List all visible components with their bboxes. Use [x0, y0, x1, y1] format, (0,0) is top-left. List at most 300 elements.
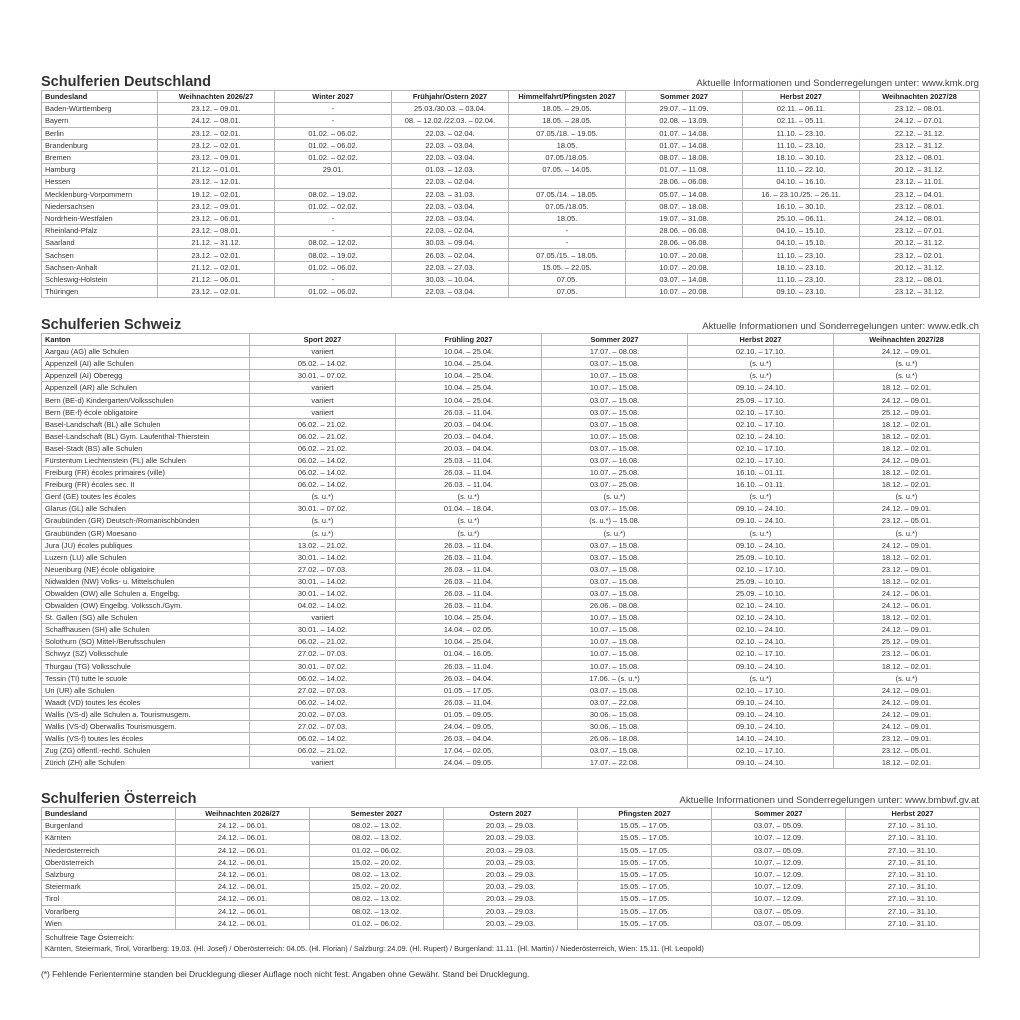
holiday-dates: 24.12. – 06.01. [176, 844, 310, 856]
holiday-dates: 21.12. – 02.01. [158, 261, 275, 273]
holiday-dates: 10.04. – 25.04. [396, 358, 542, 370]
holiday-dates: 18.05. – 29.05. [509, 103, 626, 115]
holiday-dates: 27.02. – 07.03. [250, 721, 396, 733]
holiday-dates: 15.05. – 17.05. [578, 893, 712, 905]
holiday-dates: 06.02. – 21.02. [250, 636, 396, 648]
holiday-dates: 24.12. – 06.01. [176, 893, 310, 905]
germany-info-link: Aktuelle Informationen und Sonderregelungen unter: www.kmk.org [696, 78, 979, 89]
germany-column-header: Weihnachten 2026/27 [158, 91, 275, 103]
switzerland-column-header: Sport 2027 [250, 334, 396, 346]
holiday-dates: (s. u.*) [688, 370, 834, 382]
region-name: Appenzell (AI) Oberegg [42, 370, 250, 382]
holiday-dates: (s. u.*) [688, 527, 834, 539]
holiday-dates: 15.05. – 17.05. [578, 917, 712, 929]
germany-column-header: Herbst 2027 [743, 91, 860, 103]
holiday-dates: 08.02. – 19.02. [275, 188, 392, 200]
holiday-dates: 08.02. – 13.02. [310, 905, 444, 917]
holiday-dates: 20.03. – 29.03. [444, 820, 578, 832]
holiday-dates: 20.03. – 29.03. [444, 844, 578, 856]
austria-note-row [42, 929, 980, 957]
holiday-dates: 08.07. – 18.08. [626, 151, 743, 163]
holiday-dates: 24.12. – 08.01. [860, 212, 980, 224]
holiday-dates: 20.03. – 04.04. [396, 418, 542, 430]
germany-table [41, 90, 980, 298]
table-row [42, 905, 980, 917]
holiday-dates: 01.02. – 06.02. [275, 127, 392, 139]
holiday-dates: 26.06. – 08.08. [542, 600, 688, 612]
austria-note [42, 929, 980, 957]
holiday-dates: 03.07. – 15.08. [542, 418, 688, 430]
table-row [42, 551, 980, 563]
holiday-dates: 27.02. – 07.03. [250, 563, 396, 575]
holiday-dates: 23.12. – 06.01. [834, 648, 980, 660]
holiday-dates: 01.05. – 17.05. [396, 684, 542, 696]
holiday-dates: 29.01. [275, 164, 392, 176]
holiday-dates: 06.02. – 14.02. [250, 479, 396, 491]
holiday-dates: 18.05. – 28.05. [509, 115, 626, 127]
holiday-dates: 22.03. – 27.03. [392, 261, 509, 273]
region-name: Zürich (ZH) alle Schulen [42, 757, 250, 769]
switzerland-header [41, 315, 979, 333]
table-row [42, 103, 980, 115]
holiday-dates: 24.12. – 06.01. [176, 820, 310, 832]
germany-section [41, 72, 979, 298]
holiday-dates: 23.12. – 09.01. [834, 733, 980, 745]
holiday-dates: variiert [250, 394, 396, 406]
holiday-dates: 24.12. – 06.01. [176, 881, 310, 893]
holiday-dates: 01.07. – 14.08. [626, 139, 743, 151]
table-row [42, 212, 980, 224]
holiday-dates: 27.10. – 31.10. [846, 856, 980, 868]
table-row [42, 418, 980, 430]
holiday-dates: 03.07. – 15.08. [542, 551, 688, 563]
region-name: Wien [42, 917, 176, 929]
holiday-dates: 10.07. – 15.08. [542, 612, 688, 624]
holiday-dates: 24.12. – 06.01. [176, 917, 310, 929]
austria-column-header: Semester 2027 [310, 808, 444, 820]
holiday-dates: 26.03. – 04.04. [396, 733, 542, 745]
holiday-dates: 20.03. – 29.03. [444, 917, 578, 929]
holiday-dates: 23.12. – 09.01. [158, 200, 275, 212]
germany-column-header: Weihnachten 2027/28 [860, 91, 980, 103]
holiday-dates: 24.12. – 07.01. [860, 115, 980, 127]
holiday-dates: 24.12. – 09.01. [834, 684, 980, 696]
austria-header [41, 789, 979, 807]
holiday-dates: 02.10. – 24.10. [688, 612, 834, 624]
holiday-dates: 24.12. – 06.01. [834, 600, 980, 612]
holiday-dates: 10.04. – 25.04. [396, 394, 542, 406]
region-name: St. Gallen (SG) alle Schulen [42, 612, 250, 624]
table-row [42, 917, 980, 929]
austria-section [41, 789, 979, 958]
holiday-dates: - [275, 103, 392, 115]
table-row [42, 454, 980, 466]
holiday-dates: 01.05. – 09.05. [396, 708, 542, 720]
holiday-dates: 03.07. – 15.08. [542, 406, 688, 418]
table-row [42, 249, 980, 261]
holiday-dates: 27.10. – 31.10. [846, 893, 980, 905]
holiday-dates: 08.02. – 13.02. [310, 832, 444, 844]
holiday-dates: 14.04. – 02.05. [396, 624, 542, 636]
holiday-dates: 09.10. – 24.10. [688, 660, 834, 672]
table-row [42, 820, 980, 832]
holiday-dates: 03.07. – 15.08. [542, 684, 688, 696]
austria-note-text: Kärnten, Steiermark, Tirol, Vorarlberg: 19.03. (Hl. Josef) / Oberösterreich: 04.05. (Hl. Florian) / Salzburg: 24.09. (Hl. Rupert) / Burgenland: 11.11. (Hl. Martin) / Niederösterreich, Wien: 15.11. (Hl. Leopold) [45, 943, 704, 953]
holiday-dates: 03.07. – 15.08. [542, 563, 688, 575]
region-name: Tessin (TI) tutte le scuole [42, 672, 250, 684]
region-name: Aargau (AG) alle Schulen [42, 346, 250, 358]
holiday-dates: 24.12. – 06.01. [176, 868, 310, 880]
region-name: Fürstentum Liechtenstein (FL) alle Schulen [42, 454, 250, 466]
holiday-dates: 03.07. – 14.08. [626, 273, 743, 285]
table-row [42, 539, 980, 551]
table-row [42, 286, 980, 298]
holiday-dates: variiert [250, 406, 396, 418]
holiday-dates: 25.09. – 17.10. [688, 394, 834, 406]
holiday-dates: 09.10. – 24.10. [688, 382, 834, 394]
holiday-dates: 22.03. – 02.04. [392, 127, 509, 139]
holiday-dates: 07.05./18.05. [509, 151, 626, 163]
holiday-dates: 04.10. – 16.10. [743, 176, 860, 188]
table-row [42, 832, 980, 844]
holiday-dates: 27.02. – 07.03. [250, 684, 396, 696]
holiday-dates: - [275, 273, 392, 285]
holiday-dates: 26.03. – 11.04. [396, 406, 542, 418]
holiday-dates: 30.01. – 14.02. [250, 575, 396, 587]
holiday-dates: (s. u.*) [834, 370, 980, 382]
holiday-dates: 30.03. – 09.04. [392, 237, 509, 249]
holiday-dates: (s. u.*) [688, 491, 834, 503]
austria-column-header: Sommer 2027 [712, 808, 846, 820]
holiday-dates: 01.02. – 02.02. [275, 200, 392, 212]
holiday-dates: (s. u.*) [396, 515, 542, 527]
holiday-dates: - [275, 212, 392, 224]
austria-title: Schulferien Österreich [41, 791, 197, 807]
holiday-dates: 24.12. – 06.01. [176, 856, 310, 868]
holiday-dates: 18.12. – 02.01. [834, 757, 980, 769]
holiday-dates: 30.06. – 15.08. [542, 708, 688, 720]
holiday-dates: 02.10. – 17.10. [688, 406, 834, 418]
table-row [42, 600, 980, 612]
holiday-dates: 10.07. – 15.08. [542, 648, 688, 660]
holiday-dates: - [275, 115, 392, 127]
holiday-dates: 23.12. – 05.01. [834, 745, 980, 757]
table-row [42, 382, 980, 394]
holiday-dates: 23.12. – 09.01. [158, 103, 275, 115]
holiday-dates: 20.03. – 29.03. [444, 893, 578, 905]
holiday-dates: 02.10. – 17.10. [688, 346, 834, 358]
holiday-dates: 01.07. – 14.08. [626, 127, 743, 139]
table-row [42, 188, 980, 200]
germany-column-header: Sommer 2027 [626, 91, 743, 103]
holiday-dates: 02.08. – 13.09. [626, 115, 743, 127]
holiday-dates: 17.07. – 08.08. [542, 346, 688, 358]
germany-column-header: Himmelfahrt/Pfingsten 2027 [509, 91, 626, 103]
holiday-dates: 11.10. – 23.10. [743, 249, 860, 261]
region-name: Glarus (GL) alle Schulen [42, 503, 250, 515]
holiday-dates: 25.09. – 10.10. [688, 551, 834, 563]
holiday-dates: 10.07. – 15.08. [542, 624, 688, 636]
holiday-dates: 06.02. – 14.02. [250, 696, 396, 708]
table-row [42, 127, 980, 139]
holiday-dates: 07.05./14. – 18.05. [509, 188, 626, 200]
holiday-dates: 24.12. – 09.01. [834, 708, 980, 720]
holiday-dates: 26.03. – 02.04. [392, 249, 509, 261]
holiday-dates: 24.12. – 06.01. [176, 905, 310, 917]
holiday-dates: 25.12. – 09.01. [834, 636, 980, 648]
holiday-dates: 10.07. – 15.08. [542, 430, 688, 442]
switzerland-title: Schulferien Schweiz [41, 317, 182, 333]
holiday-dates: 07.05./18. – 19.05. [509, 127, 626, 139]
region-name: Schaffhausen (SH) alle Schulen [42, 624, 250, 636]
holiday-dates: 15.05. – 17.05. [578, 844, 712, 856]
holiday-dates: 23.12. – 02.01. [158, 139, 275, 151]
holiday-dates: (s. u.*) [396, 491, 542, 503]
region-name: Brandenburg [42, 139, 158, 151]
holiday-dates: 03.07. – 22.08. [542, 696, 688, 708]
holiday-dates: 16.10. – 01.11. [688, 479, 834, 491]
holiday-dates: 18.05. [509, 212, 626, 224]
holiday-dates: 01.02. – 06.02. [310, 917, 444, 929]
holiday-dates: variiert [250, 612, 396, 624]
holiday-dates: 06.02. – 21.02. [250, 430, 396, 442]
holiday-dates: 01.02. – 06.02. [275, 139, 392, 151]
holiday-dates: 22.03. – 03.04. [392, 151, 509, 163]
austria-info-link: Aktuelle Informationen und Sonderregelungen unter: www.bmbwf.gv.at [679, 795, 979, 806]
holiday-dates: 15.05. – 17.05. [578, 832, 712, 844]
holiday-dates: 09.10. – 24.10. [688, 515, 834, 527]
holiday-dates: 23.12. – 02.01. [860, 249, 980, 261]
holiday-dates: 24.04. – 09.05. [396, 757, 542, 769]
holiday-dates: 25.12. – 09.01. [834, 406, 980, 418]
holiday-dates: 10.07. – 20.08. [626, 249, 743, 261]
region-name: Nidwalden (NW) Volks- u. Mittelschulen [42, 575, 250, 587]
holiday-dates: 10.07. – 20.08. [626, 286, 743, 298]
holiday-dates: 03.07. – 15.08. [542, 503, 688, 515]
region-name: Appenzell (AI) alle Schulen [42, 358, 250, 370]
table-row [42, 636, 980, 648]
holiday-dates: 20.03. – 04.04. [396, 430, 542, 442]
region-name: Jura (JU) écoles publiques [42, 539, 250, 551]
holiday-dates: - [275, 225, 392, 237]
holiday-dates: 26.03. – 11.04. [396, 587, 542, 599]
austria-column-header: Ostern 2027 [444, 808, 578, 820]
region-name: Steiermark [42, 881, 176, 893]
holiday-dates: 02.10. – 17.10. [688, 454, 834, 466]
holiday-dates: 11.10. – 22.10. [743, 164, 860, 176]
holiday-dates: 24.12. – 08.01. [158, 115, 275, 127]
holiday-dates: 10.04. – 25.04. [396, 382, 542, 394]
holiday-dates: 01.03. – 12.03. [392, 164, 509, 176]
holiday-dates: 23.12. – 05.01. [834, 515, 980, 527]
holiday-dates: 10.07. – 15.08. [542, 660, 688, 672]
table-row [42, 696, 980, 708]
holiday-dates: 03.07. – 15.08. [542, 745, 688, 757]
holiday-dates: 08.07. – 18.08. [626, 200, 743, 212]
holiday-dates: 10.07. – 25.08. [542, 467, 688, 479]
holiday-dates: 23.12. – 06.01. [158, 212, 275, 224]
germany-title: Schulferien Deutschland [41, 74, 212, 90]
holiday-dates: 18.12. – 02.01. [834, 382, 980, 394]
holiday-dates: 25.03./30.03. – 03.04. [392, 103, 509, 115]
holiday-dates: 17.04. – 02.05. [396, 745, 542, 757]
switzerland-column-header: Sommer 2027 [542, 334, 688, 346]
table-row [42, 587, 980, 599]
holiday-dates: 06.02. – 14.02. [250, 672, 396, 684]
holiday-dates: 21.12. – 31.12. [158, 237, 275, 249]
table-row [42, 346, 980, 358]
table-row [42, 430, 980, 442]
table-row [42, 856, 980, 868]
germany-column-header: Winter 2027 [275, 91, 392, 103]
holiday-dates: 09.10. – 24.10. [688, 708, 834, 720]
region-name: Niederösterreich [42, 844, 176, 856]
holiday-dates: 06.02. – 14.02. [250, 454, 396, 466]
holiday-dates: 09.10. – 24.10. [688, 503, 834, 515]
holiday-dates: (s. u.*) [250, 515, 396, 527]
region-name: Niedersachsen [42, 200, 158, 212]
holiday-dates: 24.12. – 09.01. [834, 394, 980, 406]
region-name: Hamburg [42, 164, 158, 176]
holiday-dates: 20.12. – 31.12. [860, 261, 980, 273]
holiday-dates: 10.07. – 20.08. [626, 261, 743, 273]
table-row [42, 612, 980, 624]
holiday-dates: 01.07. – 11.08. [626, 164, 743, 176]
holiday-dates: 15.02. – 20.02. [310, 856, 444, 868]
holiday-dates: 10.07. – 12.09. [712, 893, 846, 905]
holiday-dates: 29.07. – 11.09. [626, 103, 743, 115]
region-name: Salzburg [42, 868, 176, 880]
holiday-dates: 09.10. – 24.10. [688, 721, 834, 733]
region-name: Bern (BE-f) école obligatoire [42, 406, 250, 418]
holiday-dates: 30.01. – 07.02. [250, 370, 396, 382]
holiday-dates: 22.03. – 03.04. [392, 286, 509, 298]
holiday-dates: 01.04. – 16.05. [396, 648, 542, 660]
holiday-dates: 02.10. – 24.10. [688, 636, 834, 648]
region-name: Wallis (VS-f) toutes les écoles [42, 733, 250, 745]
holiday-dates: 15.05. – 22.05. [509, 261, 626, 273]
holiday-dates: 30.01. – 07.02. [250, 503, 396, 515]
holiday-dates: 21.12. – 06.01. [158, 273, 275, 285]
holiday-dates: 16.10. – 30.10. [743, 200, 860, 212]
holiday-dates: 15.05. – 17.05. [578, 856, 712, 868]
holiday-dates: 23.12. – 02.01. [158, 286, 275, 298]
holiday-dates: 08.02. – 19.02. [275, 249, 392, 261]
austria-note-title: Schulfreie Tage Österreich: [45, 932, 135, 942]
switzerland-column-header: Weihnachten 2027/28 [834, 334, 980, 346]
holiday-dates: 04.10. – 15.10. [743, 237, 860, 249]
holiday-dates: 02.10. – 17.10. [688, 745, 834, 757]
holiday-dates: 11.10. – 23.10. [743, 273, 860, 285]
holiday-dates: 26.03. – 11.04. [396, 660, 542, 672]
holiday-dates: 03.07. – 15.08. [542, 539, 688, 551]
region-name: Thüringen [42, 286, 158, 298]
holiday-dates: 18.12. – 02.01. [834, 660, 980, 672]
holiday-dates: 30.01. – 07.02. [250, 660, 396, 672]
region-name: Graubünden (GR) Deutsch-/Romanischbünden [42, 515, 250, 527]
holiday-dates: 24.12. – 06.01. [834, 587, 980, 599]
table-row [42, 708, 980, 720]
holiday-dates: 03.07. – 05.09. [712, 917, 846, 929]
table-row [42, 745, 980, 757]
holiday-dates: 26.03. – 11.04. [396, 563, 542, 575]
holiday-dates: 18.10. – 30.10. [743, 151, 860, 163]
holiday-dates: 24.12. – 09.01. [834, 624, 980, 636]
holiday-dates: 23.12. – 04.01. [860, 188, 980, 200]
holiday-dates: 08.02. – 13.02. [310, 893, 444, 905]
holiday-dates: 03.07. – 16.08. [542, 454, 688, 466]
holiday-dates: 23.12. – 08.01. [158, 225, 275, 237]
holiday-dates: 20.03. – 29.03. [444, 905, 578, 917]
holiday-dates: 09.10. – 24.10. [688, 757, 834, 769]
holiday-dates: 02.10. – 17.10. [688, 442, 834, 454]
holiday-dates: 13.02. – 21.02. [250, 539, 396, 551]
holiday-dates: 30.01. – 14.02. [250, 587, 396, 599]
holiday-dates: 11.10. – 23.10. [743, 127, 860, 139]
holiday-dates: 18.12. – 02.01. [834, 479, 980, 491]
region-name: Saarland [42, 237, 158, 249]
holiday-dates: 15.05. – 17.05. [578, 905, 712, 917]
holiday-dates: 03.07. – 05.09. [712, 820, 846, 832]
holiday-dates: (s. u.*) [688, 358, 834, 370]
holiday-dates: 24.12. – 09.01. [834, 454, 980, 466]
holiday-dates: 02.10. – 17.10. [688, 648, 834, 660]
holiday-dates: (s. u.*) [250, 527, 396, 539]
holiday-dates: 18.12. – 02.01. [834, 442, 980, 454]
holiday-dates: 24.12. – 06.01. [176, 832, 310, 844]
table-row [42, 672, 980, 684]
holiday-dates: 01.02. – 06.02. [275, 286, 392, 298]
holiday-dates: 03.07. – 15.08. [542, 587, 688, 599]
holiday-dates: 18.10. – 23.10. [743, 261, 860, 273]
holiday-dates: 23.12. – 31.12. [860, 139, 980, 151]
table-row [42, 394, 980, 406]
holiday-dates: 10.07. – 15.08. [542, 636, 688, 648]
germany-column-header: Bundesland [42, 91, 158, 103]
table-row [42, 358, 980, 370]
holiday-dates: 22.03. – 02.04. [392, 176, 509, 188]
region-name: Schleswig-Holstein [42, 273, 158, 285]
holiday-dates: 02.10. – 24.10. [688, 624, 834, 636]
holiday-dates: 19.07. – 31.08. [626, 212, 743, 224]
holiday-dates: 27.10. – 31.10. [846, 917, 980, 929]
holiday-dates: 05.02. – 14.02. [250, 358, 396, 370]
holiday-dates: 23.12. – 09.01. [158, 151, 275, 163]
holiday-dates: 27.10. – 31.10. [846, 881, 980, 893]
holiday-dates: 20.12. – 31.12. [860, 237, 980, 249]
region-name: Appenzell (AR) alle Schulen [42, 382, 250, 394]
holiday-dates: 08.02. – 12.02. [275, 237, 392, 249]
holiday-dates: 20.03. – 29.03. [444, 868, 578, 880]
table-row [42, 370, 980, 382]
holiday-dates: 20.03. – 04.04. [396, 442, 542, 454]
table-row [42, 164, 980, 176]
holiday-dates: 04.10. – 15.10. [743, 225, 860, 237]
holiday-dates: 15.05. – 17.05. [578, 881, 712, 893]
table-row [42, 491, 980, 503]
holiday-dates: - [509, 225, 626, 237]
region-name: Hessen [42, 176, 158, 188]
holiday-dates [275, 176, 392, 188]
holiday-dates: 06.02. – 14.02. [250, 467, 396, 479]
holiday-dates: 18.05. [509, 139, 626, 151]
table-row [42, 273, 980, 285]
holiday-dates: 23.12. – 31.12. [860, 286, 980, 298]
holiday-dates: 15.05. – 17.05. [578, 820, 712, 832]
region-name: Zug (ZG) öffentl.-rechtl. Schulen [42, 745, 250, 757]
region-name: Freiburg (FR) écoles sec. II [42, 479, 250, 491]
austria-header-row [42, 808, 980, 820]
